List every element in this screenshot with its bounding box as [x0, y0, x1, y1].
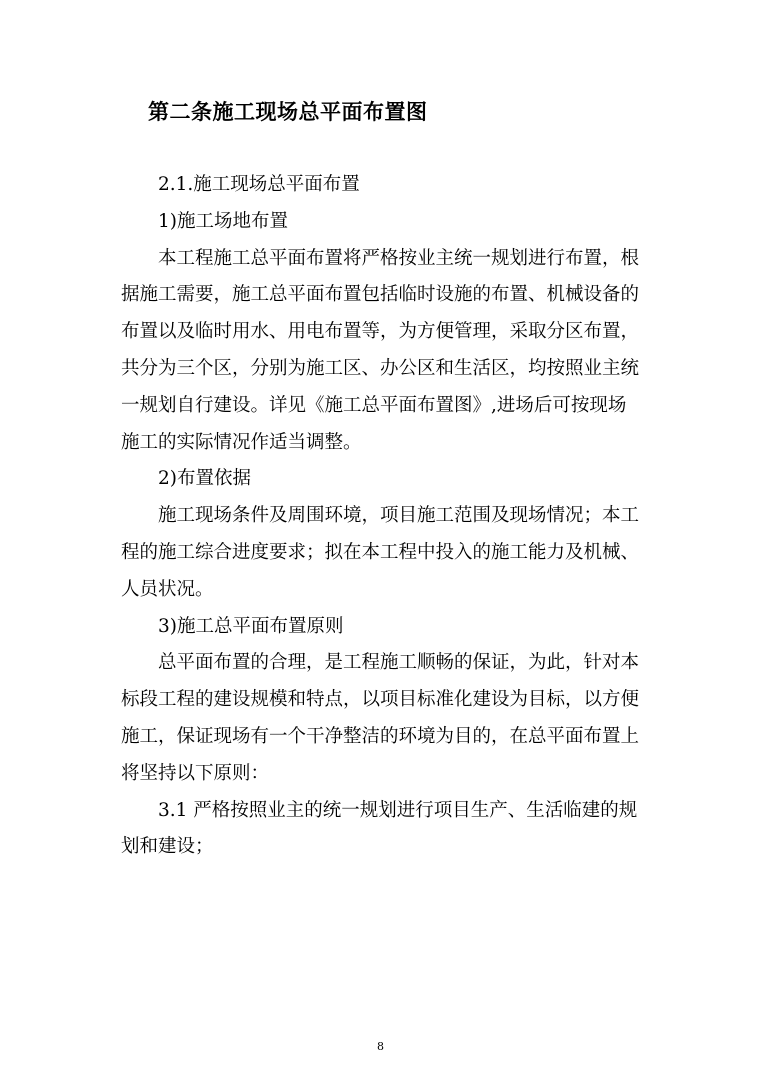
paragraph-layout-basis: 施工现场条件及周围环境，项目施工范围及现场情况；本工程的施工综合进度要求；拟在本工程中投入的施工能力及机械、人员状况。: [121, 505, 640, 600]
subsection-heading-2-1: 2.1.施工现场总平面布置: [158, 174, 360, 195]
document-body: [121, 167, 641, 866]
item-heading-layout-principles: 3)施工总平面布置原则: [158, 615, 344, 637]
paragraph-site-layout: 本工程施工总平面布置将严格按业主统一规划进行布置，根据施工需要，施工总平面布置包括临时设施的布置、机械设备的布置以及临时用水、用电布置等，为方便管理，采取分区布置，共分为三个区，分别为施工区、办公区和生活区，均按照业主统一规划自行建设。详见《施工总平面布置图》,进场后可按现场施工的实际情况作适当调整。: [121, 247, 640, 453]
paragraph-layout-principles: 总平面布置的合理，是工程施工顺畅的保证，为此，针对本标段工程的建设规模和特点，以项目标准化建设为目标，以方便施工，保证现场有一个干净整洁的环境为目的，在总平面布置上将坚持以下原则：: [121, 652, 640, 784]
paragraph-principle-3-1: 3.1 严格按照业主的统一规划进行项目生产、生活临建的规划和建设；: [121, 799, 638, 858]
item-heading-site-layout: 1)施工场地布置: [158, 210, 288, 232]
page-number: 8: [377, 1040, 384, 1053]
item-heading-layout-basis: 2)布置依据: [158, 468, 251, 490]
section-title: 第二条施工现场总平面布置图: [148, 99, 428, 124]
